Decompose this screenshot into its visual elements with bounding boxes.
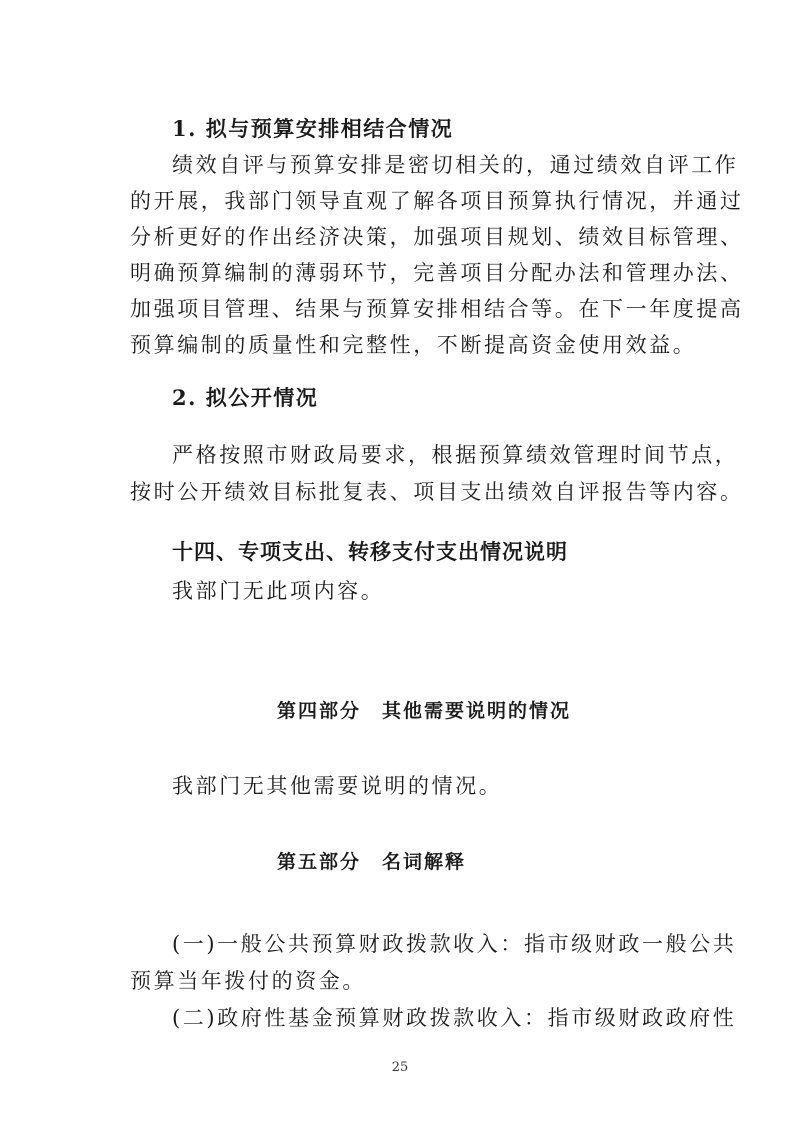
part-4-title: 第四部分 其他需要说明的情况 <box>277 700 572 722</box>
paragraph-line: 预算编制的质量性和完整性，不断提高资金使用效益。 <box>130 333 697 357</box>
paragraph-line: 绩效自评与预算安排是密切相关的，通过绩效自评工作 <box>172 153 739 177</box>
heading-publicity: 2. 拟公开情况 <box>172 385 319 410</box>
glossary-line: (一)一般公共预算财政拨款收入：指市级财政一般公共 <box>172 932 737 956</box>
paragraph-line: 按时公开绩效目标批复表、项目支出绩效自评报告等内容。 <box>130 480 744 504</box>
paragraph-line: 的开展，我部门领导直观了解各项目预算执行情况，并通过 <box>130 189 744 213</box>
paragraph-line: 加强项目管理、结果与预算安排相结合等。在下一年度提高 <box>130 297 744 321</box>
heading-budget-arrangement: 1. 拟与预算安排相结合情况 <box>172 116 454 141</box>
glossary-line: (二)政府性基金预算财政拨款收入：指市级财政政府性 <box>172 1006 737 1030</box>
paragraph-line: 明确预算编制的薄弱环节，完善项目分配办法和管理办法、 <box>130 261 744 285</box>
section-14-title: 十四、专项支出、转移支付支出情况说明 <box>172 540 568 564</box>
section-14-body: 我部门无此项内容。 <box>172 579 385 603</box>
part-5-title: 第五部分 名词解释 <box>277 851 467 873</box>
paragraph-line: 分析更好的作出经济决策，加强项目规划、绩效目标管理、 <box>130 225 744 249</box>
page-number: 25 <box>391 1060 409 1075</box>
part-4-body: 我部门无其他需要说明的情况。 <box>172 774 503 798</box>
paragraph-line: 严格按照市财政局要求，根据预算绩效管理时间节点， <box>172 443 739 467</box>
glossary-line: 预算当年拨付的资金。 <box>130 969 366 993</box>
